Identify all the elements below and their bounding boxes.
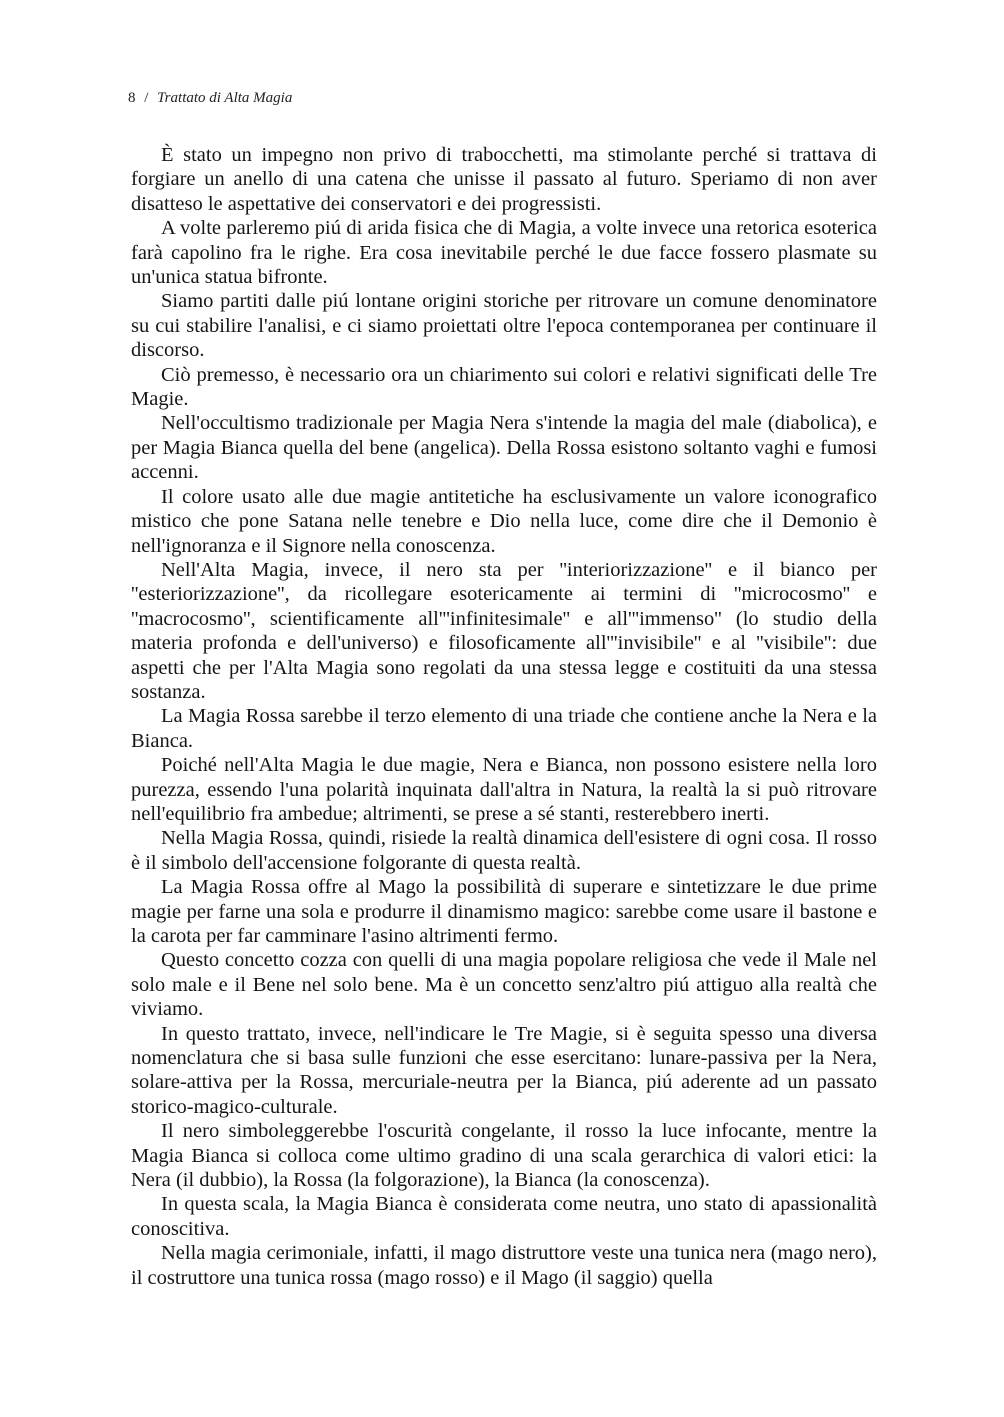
paragraph: Nell'occultismo tradizionale per Magia Nera s'intende la magia del male (diabolica), e per Magia Bianca quella del bene (angelica). Della Rossa esistono soltanto vaghi e fumosi accenni. bbox=[131, 412, 877, 484]
paragraph: In questo trattato, invece, nell'indicare le Tre Magie, si è seguita spesso una diversa nomenclatura che si basa sulle funzioni che esse esercitano: lunare-passiva per la Nera, solare-attiva per la Rossa, mercuriale-neutra per la Bianca, piú aderente ad un passato storico-magico-culturale. bbox=[131, 1022, 877, 1118]
book-title: Trattato di Alta Magia bbox=[157, 90, 293, 106]
running-header bbox=[128, 90, 292, 107]
header-separator: / bbox=[144, 90, 149, 106]
paragraph: Nella magia cerimoniale, infatti, il mago distruttore veste una tunica nera (mago nero), il costruttore una tunica rossa (mago rosso) e il Mago (il saggio) quella bbox=[131, 1242, 877, 1289]
paragraph: È stato un impegno non privo di trabocchetti, ma stimolante perché si trattava di forgiare un anello di una catena che unisse il passato al futuro. Speriamo di non aver disatteso le aspettative dei conservatori e dei progressisti. bbox=[131, 144, 877, 215]
page-number: 8 bbox=[128, 90, 136, 106]
body-text bbox=[131, 143, 877, 1290]
paragraph: Siamo partiti dalle piú lontane origini storiche per ritrovare un comune denominatore su cui stabilire l'analisi, e ci siamo proiettati oltre l'epoca contemporanea per continuare il discorso. bbox=[131, 290, 877, 362]
paragraph: La Magia Rossa sarebbe il terzo elemento di una triade che contiene anche la Nera e la Bianca. bbox=[131, 705, 877, 752]
paragraph: Il colore usato alle due magie antitetiche ha esclusivamente un valore iconografico mistico che pone Satana nelle tenebre e Dio nella luce, come dire che il Demonio è nell'ignoranza e il Signore nella conoscenza. bbox=[131, 485, 877, 557]
paragraph: Ciò premesso, è necessario ora un chiarimento sui colori e relativi significati delle Tre Magie. bbox=[131, 363, 877, 411]
paragraph: La Magia Rossa offre al Mago la possibilità di superare e sintetizzare le due prime magie per farne una sola e produrre il dinamismo magico: sarebbe come usare il bastone e la carota per far camminare l'asino altrimenti fermo. bbox=[131, 876, 877, 947]
paragraph: Nella Magia Rossa, quindi, risiede la realtà dinamica dell'esistere di ogni cosa. Il rosso è il simbolo dell'accensione folgorante di questa realtà. bbox=[131, 827, 877, 874]
paragraph: Nell'Alta Magia, invece, il nero sta per ''interiorizzazione'' e il bianco per ''esteriorizzazione'', da ricollegare esotericamente ai termini di ''microcosmo'' e ''macrocosmo'', scientificamente all'''infinitesimale'' e all'''immenso'' (lo studio della materia profonda e dell'universo) e filosoficamente all'''invisibile'' e al ''visibile'': due aspetti che per l'Alta Magia sono regolati da una stessa legge e costituiti da una stessa sostanza. bbox=[131, 558, 877, 703]
paragraph: A volte parleremo piú di arida fisica che di Magia, a volte invece una retorica esoterica farà capolino fra le righe. Era cosa inevitabile perché le due facce fossero plasmate su un'unica statua bifronte. bbox=[131, 217, 877, 289]
paragraph: Il nero simboleggerebbe l'oscurità congelante, il rosso la luce infocante, mentre la Magia Bianca si colloca come ultimo gradino di una scala gerarchica di valori etici: la Nera (il dubbio), la Rossa (la folgorazione), la Bianca (la conoscenza). bbox=[131, 1120, 877, 1192]
paragraph: Questo concetto cozza con quelli di una magia popolare religiosa che vede il Male nel solo male e il Bene nel solo bene. Ma è un concetto senz'altro piú attiguo alla realtà che viviamo. bbox=[131, 949, 877, 1021]
paragraph: In questa scala, la Magia Bianca è considerata come neutra, uno stato di apassionalità conoscitiva. bbox=[131, 1193, 877, 1240]
paragraph: Poiché nell'Alta Magia le due magie, Nera e Bianca, non possono esistere nella loro purezza, essendo l'una polarità inquinata dall'altra in Natura, la realtà la si può ritrovare nell'equilibrio fra ambedue; altrimenti, se prese a sé stanti, resterebbero inerti. bbox=[131, 754, 877, 825]
